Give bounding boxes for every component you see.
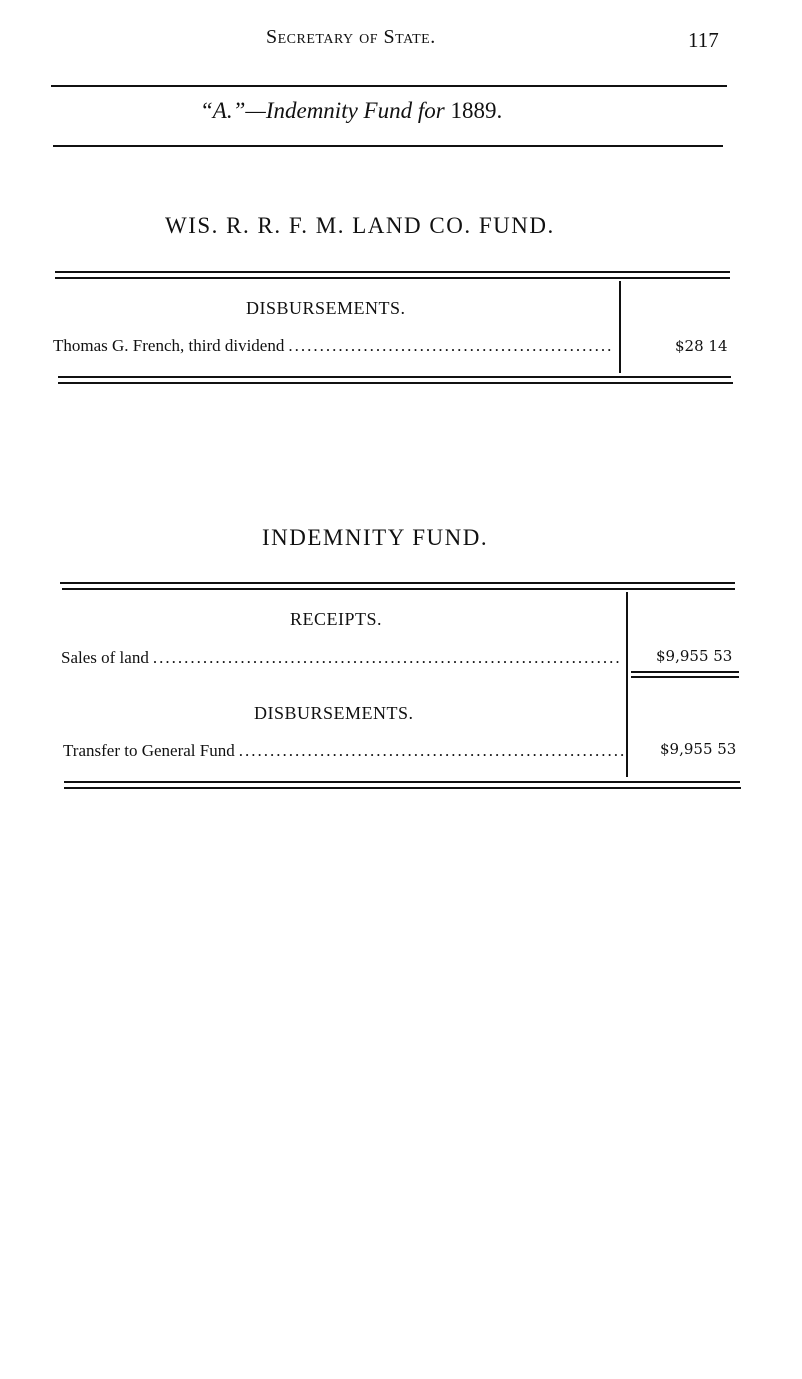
indemnity-column-divider bbox=[626, 592, 628, 777]
wis-column-divider bbox=[619, 281, 621, 373]
subtitle-rule bbox=[53, 145, 723, 147]
dot-leader bbox=[153, 648, 622, 668]
running-head: Secretary of State. bbox=[266, 26, 436, 48]
indemnity-bottom-rule bbox=[64, 781, 740, 783]
page-number: 117 bbox=[688, 28, 719, 52]
wis-disbursements-heading: DISBURSEMENTS. bbox=[246, 298, 406, 318]
wis-disbursement-amount: $28 14 bbox=[675, 337, 728, 355]
wis-fund-title: WIS. R. R. F. M. LAND CO. FUND. bbox=[165, 213, 555, 238]
indemnity-disbursements-heading: DISBURSEMENTS. bbox=[254, 703, 414, 723]
wis-bottom-rule bbox=[58, 376, 731, 378]
wis-disbursement-row bbox=[53, 336, 613, 356]
indemnity-bottom-rule-2 bbox=[64, 787, 741, 789]
wis-disbursement-label: Thomas G. French, third dividend bbox=[53, 336, 285, 355]
wis-bottom-rule-2 bbox=[58, 382, 733, 384]
dot-leader bbox=[239, 741, 625, 761]
receipt-total-rule bbox=[631, 671, 739, 673]
receipt-label: Sales of land bbox=[61, 648, 149, 667]
subtitle-text: “A.”—Indemnity Fund for bbox=[200, 98, 445, 123]
indemnity-top-rule bbox=[60, 582, 735, 584]
indemnity-top-rule-2 bbox=[62, 588, 735, 590]
disbursement-label: Transfer to General Fund bbox=[63, 741, 235, 760]
wis-top-rule bbox=[55, 271, 730, 273]
page-subtitle bbox=[200, 98, 502, 124]
disbursement-amount: $9,955 53 bbox=[660, 740, 737, 758]
subtitle-year: 1889. bbox=[450, 98, 503, 123]
dot-leader bbox=[288, 336, 613, 356]
wis-top-rule-2 bbox=[55, 277, 730, 279]
indemnity-fund-title: INDEMNITY FUND. bbox=[262, 525, 489, 550]
disbursement-row bbox=[63, 741, 625, 761]
receipt-row bbox=[61, 648, 622, 668]
receipt-amount: $9,955 53 bbox=[656, 647, 733, 665]
receipts-heading: RECEIPTS. bbox=[290, 609, 383, 629]
header-rule bbox=[51, 85, 727, 87]
receipt-total-rule-2 bbox=[631, 676, 739, 678]
